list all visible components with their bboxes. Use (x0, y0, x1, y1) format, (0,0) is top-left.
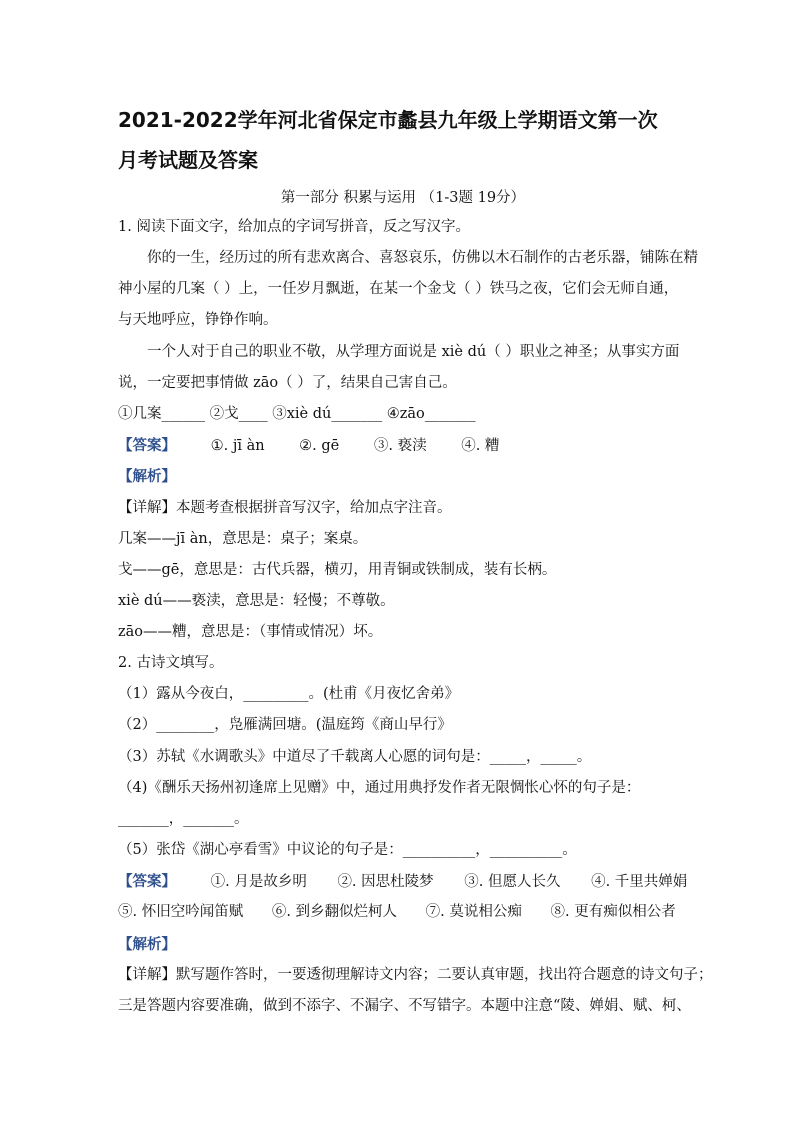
title-line-2: 月考试题及答案 (118, 148, 258, 172)
q2-answer-row-2 (118, 897, 688, 928)
q2-answer-row-1 (118, 866, 688, 898)
q1-paragraph-1-line-2: 神小屋的几案（ ）上，一任岁月飘逝，在某一个金戈（ ）铁马之夜，它们会无师自通， (118, 281, 679, 297)
q2-answer-4: ④. 千里共婵娟 (591, 874, 688, 890)
q2-answer-3: ③. 但愿人长久 (464, 874, 561, 890)
q1-paragraph-1-line-1: 你的一生，经历过的所有悲欢离合、喜怒哀乐，仿佛以木石制作的古老乐器，铺陈在精 (147, 250, 698, 266)
q2-answer-6: ⑥. 到乡翻似烂柯人 (271, 904, 398, 920)
q2-sentence-5: （5）张岱《湖心亭看雪》中议论的句子是：__________，__________。 (118, 842, 577, 858)
q2-answer-2: ②. 因思杜陵梦 (337, 874, 434, 890)
q1-answer-3: ③. 亵渎 (373, 438, 427, 454)
q1-explanation-4: zāo——糟，意思是：（事情或情况）坏。 (118, 624, 383, 640)
answer-label: 【答案】 (118, 873, 176, 890)
document-title (118, 100, 688, 180)
q2-answer-7: ⑦. 莫说相公痴 (425, 904, 522, 920)
q1-prompt: 1. 阅读下面文字，给加点的字词写拼音，反之写汉字。 (118, 219, 470, 235)
q1-answer-row (118, 430, 688, 462)
q2-analysis-label: 【解析】 (118, 936, 176, 953)
q1-analysis-label: 【解析】 (118, 468, 176, 485)
q1-detail: 【详解】本题考查根据拼音写汉字，给加点字注音。 (118, 500, 452, 516)
q1-paragraph-2-line-2: 说，一定要把事情做 zāo（ ）了，结果自己害自己。 (118, 375, 457, 391)
q2-sentence-4: （4)《酬乐天扬州初逢席上见赠》中，通过用典抒发作者无限惆怅心怀的句子是： (118, 780, 641, 796)
section-heading: 第一部分 积累与运用 （1-3题 19分） (280, 190, 526, 206)
answer-label: 【答案】 (118, 437, 176, 454)
title-line-1: 2021-2022学年河北省保定市蠡县九年级上学期语文第一次 (118, 108, 658, 132)
q2-sentence-2: （2）________，凫雁满回塘。(温庭筠《商山早行》 (118, 717, 452, 733)
q2-prompt: 2. 古诗文填写。 (118, 655, 224, 671)
q1-explanation-1: 几案——jī àn，意思是：桌子；案桌。 (118, 531, 368, 547)
q1-explanation-2: 戈——gē，意思是：古代兵器，横刃，用青铜或铁制成，装有长柄。 (118, 562, 557, 578)
q1-paragraph-1-line-3: 与天地呼应，铮铮作响。 (118, 312, 278, 328)
q2-answer-5: ⑤. 怀旧空吟闻笛赋 (118, 904, 244, 920)
q2-answer-1: ①. 月是故乡明 (210, 874, 307, 890)
q2-detail-line-1: 【详解】默写题作答时，一要透彻理解诗文内容；二要认真审题，找出符合题意的诗文句子； (118, 967, 713, 983)
q1-answer-1: ①. jī àn (210, 438, 265, 454)
q2-detail-line-2: 三是答题内容要准确，做到不添字、不漏字、不写错字。本题中注意“陵、婵娟、赋、柯、 (118, 998, 691, 1014)
q2-sentence-1: （1）露从今夜白，_________。(杜甫《月夜忆舍弟》 (118, 686, 460, 702)
q2-sentence-3: （3）苏轼《水调歌头》中道尽了千载离人心愿的词句是：_____，_____。 (118, 749, 592, 765)
q1-items: ①几案______ ②戈____ ③xiè dú_______ ④zāo_______ (118, 406, 476, 422)
q1-paragraph-2-line-1: 一个人对于自己的职业不敬，从学理方面说是 xiè dú（ ）职业之神圣；从事实方面 (147, 344, 680, 360)
q2-sentence-4-blanks: _______，_______。 (118, 811, 249, 827)
q1-answer-4: ④. 糟 (461, 438, 500, 454)
q2-answer-8: ⑧. 更有痴似相公者 (550, 904, 676, 920)
q1-explanation-3: xiè dú——亵渎，意思是：轻慢；不尊敬。 (118, 593, 395, 609)
q1-answer-2: ②. gē (299, 438, 340, 454)
